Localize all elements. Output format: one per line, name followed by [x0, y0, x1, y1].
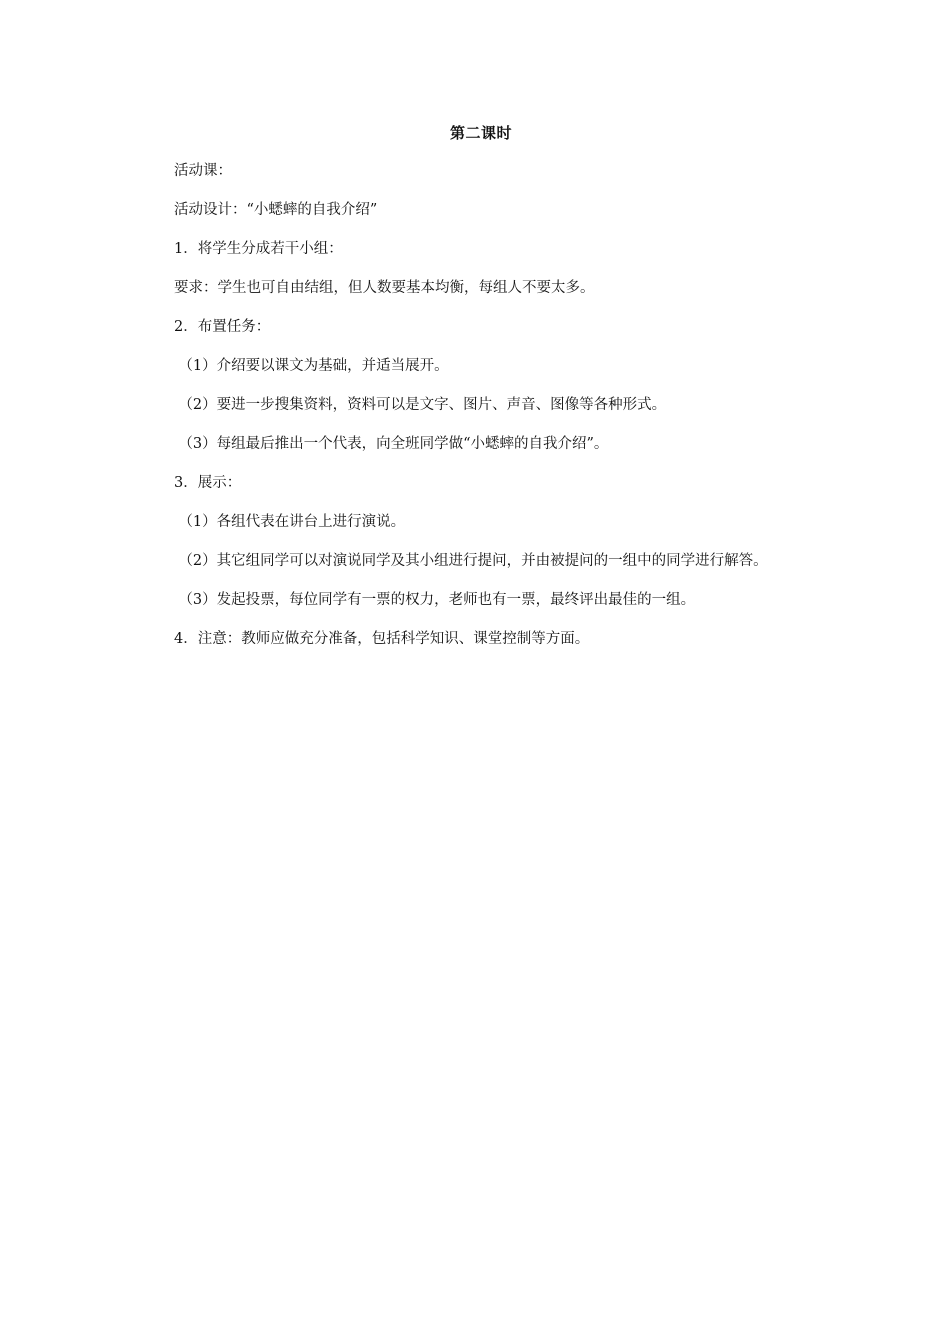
paragraph-show-3: （3）发起投票，每位同学有一票的权力，老师也有一票，最终评出最佳的一组。: [178, 592, 696, 608]
paragraph-step-1: 1．将学生分成若干小组：: [174, 241, 343, 257]
paragraph-show-2: （2）其它组同学可以对演说同学及其小组进行提问，并由被提问的一组中的同学进行解答。: [178, 553, 768, 569]
paragraph-step-4: 4．注意：教师应做充分准备，包括科学知识、课堂控制等方面。: [174, 631, 590, 647]
paragraph-task-1: （1）介绍要以课文为基础，并适当展开。: [178, 358, 449, 374]
document-body: [145, 118, 817, 664]
page-title: 第二课时: [449, 124, 512, 142]
paragraph-step-2: 2．布置任务：: [174, 319, 271, 335]
paragraph-activity-class: 活动课：: [174, 163, 232, 179]
paragraph-task-2: （2）要进一步搜集资料，资料可以是文字、图片、声音、图像等各种形式。: [178, 397, 667, 413]
paragraph-show-1: （1）各组代表在讲台上进行演说。: [178, 514, 406, 530]
paragraph-requirement: 要求：学生也可自由结组，但人数要基本均衡，每组人不要太多。: [174, 280, 595, 296]
paragraph-step-3: 3．展示：: [174, 475, 242, 491]
paragraph-activity-design: 活动设计：“小蟋蟀的自我介绍”: [174, 202, 378, 218]
paragraph-task-3: （3）每组最后推出一个代表，向全班同学做“小蟋蟀的自我介绍”。: [178, 436, 609, 452]
